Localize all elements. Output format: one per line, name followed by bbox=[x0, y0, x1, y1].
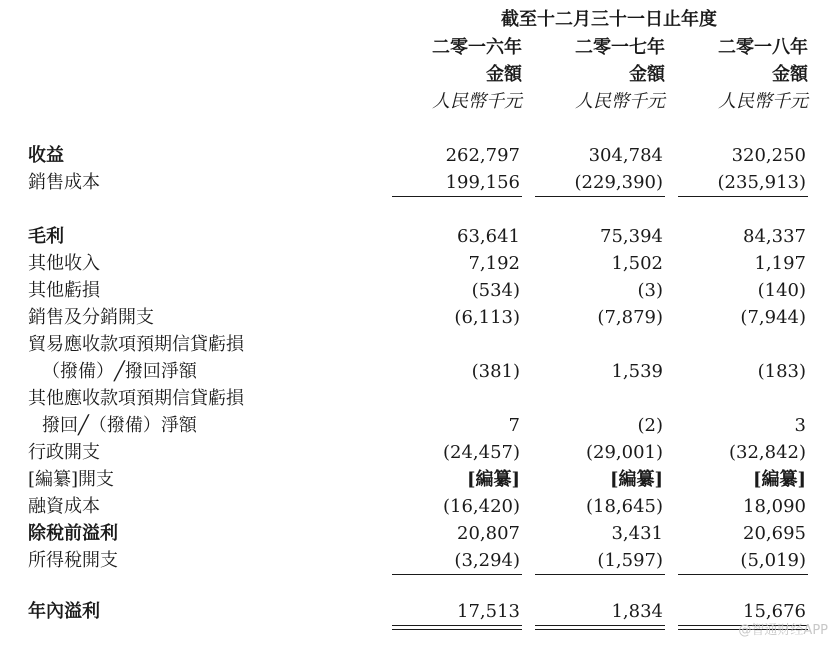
table-row-income-tax bbox=[0, 547, 836, 574]
column-header-2017 bbox=[525, 34, 665, 115]
table-row-redacted-expenses bbox=[0, 466, 836, 493]
value-2018: (183) bbox=[757, 361, 806, 382]
currency-label: 人民幣千元 bbox=[432, 91, 522, 112]
value-2018: [編纂] bbox=[752, 469, 806, 490]
row-label: 除稅前溢利 bbox=[28, 523, 118, 544]
value-2018: 1,197 bbox=[754, 253, 806, 274]
currency-label: 人民幣千元 bbox=[718, 91, 808, 112]
watermark: @智通财经APP bbox=[738, 623, 828, 638]
table-row-profit-for-year bbox=[0, 598, 836, 625]
subtotal-rule bbox=[392, 196, 522, 197]
row-label: 年內溢利 bbox=[28, 601, 100, 622]
value-2017: 304,784 bbox=[588, 145, 663, 166]
value-2016: 20,807 bbox=[457, 523, 520, 544]
table-row-gross-profit bbox=[0, 223, 836, 250]
value-2017: 1,539 bbox=[611, 361, 663, 382]
column-header-2016 bbox=[382, 34, 522, 115]
value-2018: (140) bbox=[757, 280, 806, 301]
row-label: 收益 bbox=[28, 145, 64, 166]
value-2017: 1,502 bbox=[611, 253, 663, 274]
value-2018: 18,090 bbox=[743, 496, 806, 517]
row-label: 毛利 bbox=[28, 226, 64, 247]
table-row-profit-before-tax bbox=[0, 520, 836, 547]
value-2016: 7,192 bbox=[468, 253, 520, 274]
table-row-revenue bbox=[0, 142, 836, 169]
value-2018: (7,944) bbox=[740, 307, 806, 328]
row-label: 所得稅開支 bbox=[28, 550, 118, 571]
subtotal-rule bbox=[392, 574, 522, 575]
year-label: 二零一八年 bbox=[718, 37, 808, 58]
row-label: （撥備）╱撥回淨額 bbox=[42, 361, 197, 382]
value-2018: 320,250 bbox=[731, 145, 806, 166]
table-row-admin-expenses bbox=[0, 439, 836, 466]
table-row-cost-of-sales bbox=[0, 169, 836, 196]
value-2018: (32,842) bbox=[728, 442, 806, 463]
row-label: 其他收入 bbox=[28, 253, 100, 274]
value-2017: (7,879) bbox=[597, 307, 663, 328]
value-2016: 7 bbox=[508, 415, 520, 436]
row-label: [編纂]開支 bbox=[28, 469, 115, 490]
table-row-other-receivables-ecl bbox=[0, 412, 836, 439]
total-double-rule bbox=[392, 625, 522, 630]
value-2017: (229,390) bbox=[574, 172, 663, 193]
value-2016: (6,113) bbox=[454, 307, 520, 328]
value-2017: (2) bbox=[637, 415, 663, 436]
value-2017: [編纂] bbox=[609, 469, 663, 490]
value-2016: (381) bbox=[471, 361, 520, 382]
value-2017: (1,597) bbox=[597, 550, 663, 571]
value-2018: 84,337 bbox=[743, 226, 806, 247]
value-2017: 3,431 bbox=[611, 523, 663, 544]
table-row-other-receivables-ecl-heading bbox=[0, 385, 836, 412]
value-2016: (534) bbox=[471, 280, 520, 301]
value-2018: (235,913) bbox=[717, 172, 806, 193]
row-label: 貿易應收款項預期信貸虧損 bbox=[28, 334, 244, 355]
value-2018: (5,019) bbox=[740, 550, 806, 571]
value-2017: (29,001) bbox=[585, 442, 663, 463]
year-label: 二零一七年 bbox=[575, 37, 665, 58]
column-header-2018 bbox=[668, 34, 808, 115]
value-2016: (24,457) bbox=[442, 442, 520, 463]
value-2017: (3) bbox=[637, 280, 663, 301]
value-2016: 262,797 bbox=[445, 145, 520, 166]
value-2016: 63,641 bbox=[457, 226, 520, 247]
currency-label: 人民幣千元 bbox=[575, 91, 665, 112]
value-2016: (3,294) bbox=[454, 550, 520, 571]
value-2017: 75,394 bbox=[600, 226, 663, 247]
table-row-trade-receivables-ecl-heading bbox=[0, 331, 836, 358]
table-row-other-losses bbox=[0, 277, 836, 304]
value-2018: 3 bbox=[794, 415, 806, 436]
value-2016: (16,420) bbox=[442, 496, 520, 517]
subtotal-rule bbox=[678, 574, 808, 575]
amount-label: 金額 bbox=[486, 64, 522, 85]
year-label: 二零一六年 bbox=[432, 37, 522, 58]
row-label: 銷售成本 bbox=[28, 172, 100, 193]
total-double-rule bbox=[535, 625, 665, 630]
subtotal-rule bbox=[678, 196, 808, 197]
row-label: 銷售及分銷開支 bbox=[28, 307, 154, 328]
subtotal-rule bbox=[535, 574, 665, 575]
value-2016: [編纂] bbox=[466, 469, 520, 490]
table-row-finance-costs bbox=[0, 493, 836, 520]
value-2016: 17,513 bbox=[457, 601, 520, 622]
table-row-other-income bbox=[0, 250, 836, 277]
row-label: 其他虧損 bbox=[28, 280, 100, 301]
value-2018: 20,695 bbox=[743, 523, 806, 544]
subtotal-rule bbox=[535, 196, 665, 197]
value-2017: (18,645) bbox=[585, 496, 663, 517]
table-row-selling-expenses bbox=[0, 304, 836, 331]
amount-label: 金額 bbox=[772, 64, 808, 85]
value-2017: 1,834 bbox=[611, 601, 663, 622]
row-label: 撥回╱（撥備）淨額 bbox=[42, 415, 197, 436]
table-row-trade-receivables-ecl bbox=[0, 358, 836, 385]
amount-label: 金額 bbox=[629, 64, 665, 85]
value-2018: 15,676 bbox=[743, 601, 806, 622]
value-2016: 199,156 bbox=[445, 172, 520, 193]
row-label: 其他應收款項預期信貸虧損 bbox=[28, 388, 244, 409]
row-label: 行政開支 bbox=[28, 442, 100, 463]
period-title: 截至十二月三十一日止年度 bbox=[501, 9, 717, 30]
row-label: 融資成本 bbox=[28, 496, 100, 517]
